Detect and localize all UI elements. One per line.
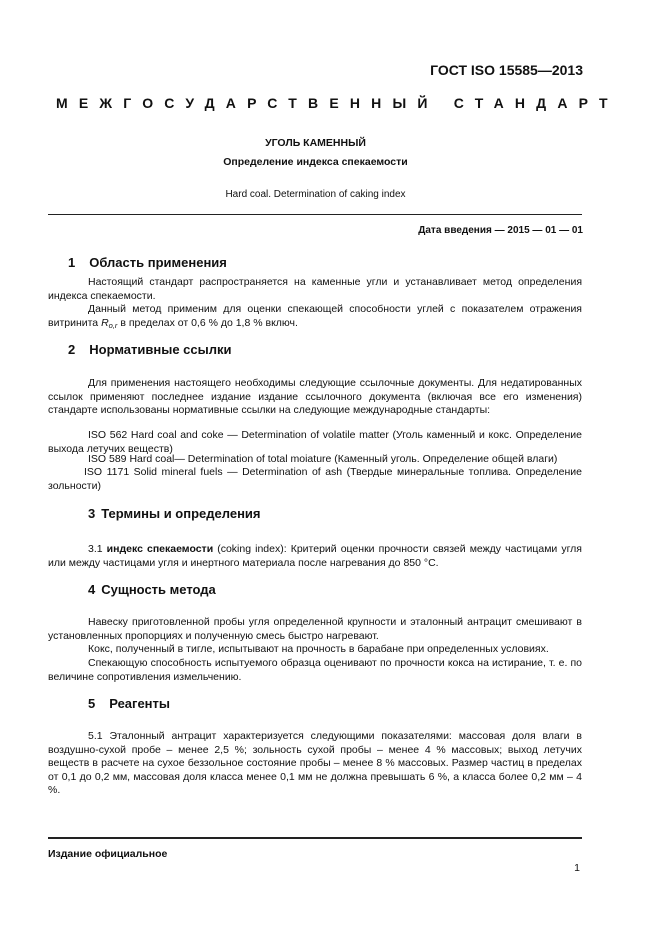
defined-term: индекс спекаемости xyxy=(106,543,214,555)
section-5-heading xyxy=(88,696,170,711)
section-title: Область применения xyxy=(89,255,227,270)
paragraph-text: Данный метод применим для оценки спекающей способности углей с показателем отражения витринита xyxy=(48,303,582,329)
paragraph-text: (coking index): Критерий оценки прочности связей между частицами угля или между частицами угля и инертного материала после нагревания до 850 °С. xyxy=(48,543,582,569)
paragraph-text: в пределах от 0,6 % до 1,8 % включ. xyxy=(117,316,298,329)
section-4-heading xyxy=(88,582,216,597)
reflectance-subscript: o,r xyxy=(108,320,118,330)
reference-text: ISO 562 Hard coal and coke — Determination of volatile matter (Уголь каменный и кокс. Определение выхода летучих веществ) xyxy=(48,429,582,455)
section-title: Реагенты xyxy=(109,696,171,711)
section-1-paragraph-2 xyxy=(48,303,582,332)
section-5-paragraph-1 xyxy=(48,730,582,798)
clause-number: 3.1 xyxy=(88,543,107,555)
section-1-paragraph-1 xyxy=(48,276,582,303)
section-4-paragraph-1 xyxy=(48,616,582,643)
reference-text: ISO 1171 Solid mineral fuels — Determination of ash (Твердые минеральные топлива. Определение зольности) xyxy=(48,466,582,492)
section-3-paragraph-1 xyxy=(48,543,582,570)
section-title: Сущность метода xyxy=(101,582,216,597)
section-number: 5 xyxy=(88,696,96,711)
document-title: УГОЛЬ КАМЕННЫЙ xyxy=(265,137,366,149)
official-edition-label: Издание официальное xyxy=(48,848,168,860)
section-1-heading xyxy=(68,255,227,270)
section-title: Термины и определения xyxy=(101,506,261,521)
reference-iso-1171 xyxy=(48,466,582,493)
english-title: Hard coal. Determination of caking index xyxy=(225,189,406,200)
section-2-heading xyxy=(68,342,231,357)
paragraph-text: 5.1 Эталонный антрацит характеризуется следующими показателями: массовая доля влаги в воздушно-сухой пробе – менее 2,5 %; зольность сухой пробы – менее 4 % массовых; выход летучих веществ в расчете на сухое беззольное состояние пробы – менее 8 % массовых. Размер частиц в пределах от 0,1 до 0,2 мм, массовая доля класса менее 0,1 мм не должна превышать 6 %, а класса более 0,2 мм – 4 %. xyxy=(48,730,582,796)
paragraph-text: Кокс, полученный в тигле, испытывают на прочность в барабане при определенных условиях. xyxy=(88,643,549,655)
document-code: ГОСТ ISO 15585—2013 xyxy=(430,62,583,78)
paragraph-text: Для применения настоящего необходимы следующие ссылочные документы. Для недатированных ссылок применяют последнее издание издание ссылочного документа (включая все его изменения) стандарте использованы нормативные ссылки на следующие международные стандарты: xyxy=(48,377,582,416)
standard-type-heading: МЕЖГОСУДАРСТВЕННЫЙ СТАНДАРТ xyxy=(56,95,619,111)
section-4-paragraph-3 xyxy=(48,657,582,684)
section-title: Нормативные ссылки xyxy=(89,342,232,357)
reference-iso-562 xyxy=(48,429,582,456)
section-number: 2 xyxy=(68,342,76,357)
section-number: 4 xyxy=(88,582,96,597)
paragraph-text: Спекающую способность испытуемого образца оценивают по прочности кокса на истирание, т. е. по величине сопротивления измельчению. xyxy=(48,657,582,683)
paragraph-text: Настоящий стандарт распространяется на каменные угли и устанавливает метод определения индекса спекаемости. xyxy=(48,276,582,302)
header-divider xyxy=(48,214,582,215)
section-2-paragraph-1 xyxy=(48,377,582,418)
page-number: 1 xyxy=(574,862,580,874)
introduction-date: Дата введения — 2015 — 01 — 01 xyxy=(418,225,583,236)
reference-iso-589 xyxy=(88,453,582,467)
section-4-paragraph-2 xyxy=(48,643,582,657)
reflectance-symbol: R xyxy=(101,316,109,329)
reference-text: ISO 589 Hard coal— Determination of total moiature (Каменный уголь. Определение общей влаги) xyxy=(88,453,558,465)
paragraph-text: Навеску приготовленной пробы угля определенной крупности и эталонный антрацит смешивают в установленных пропорциях и полученную смесь быстро нагревают. xyxy=(48,616,582,642)
footer-divider xyxy=(48,837,582,839)
section-3-heading xyxy=(88,506,261,521)
section-number: 3 xyxy=(88,506,96,521)
document-subtitle: Определение индекса спекаемости xyxy=(223,156,408,168)
section-number: 1 xyxy=(68,255,76,270)
